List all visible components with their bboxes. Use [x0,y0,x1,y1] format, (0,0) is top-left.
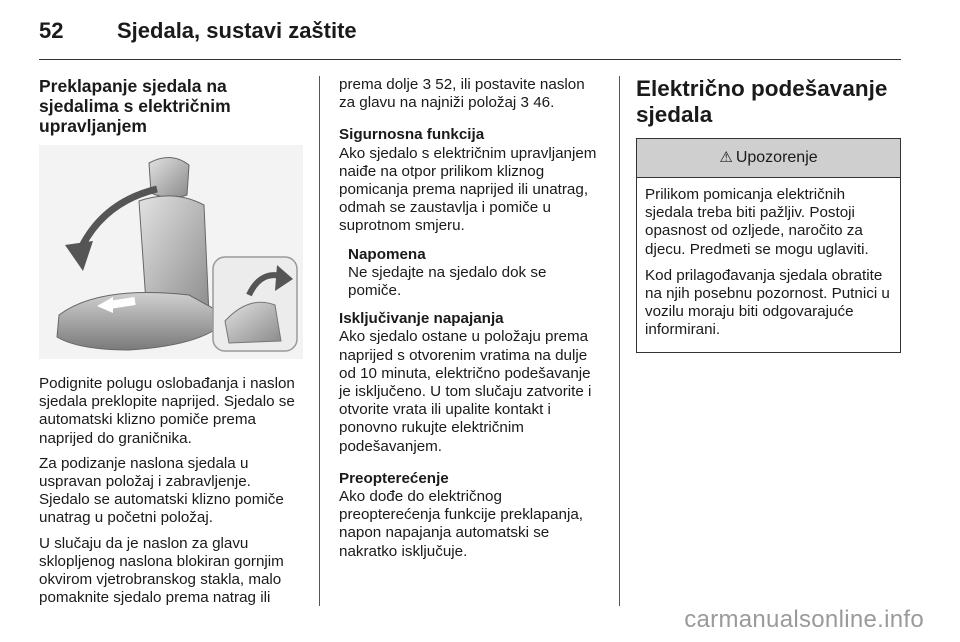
watermark-text: carmanualsonline.info [684,606,924,633]
header-divider [39,59,901,60]
section-heading-electric-adjust: Električno podešavanje sjedala [636,76,888,127]
paragraph-continued: prema dolje 3 52, ili postavite naslon za glavu na najniži položaj 3 46. [339,76,585,112]
subheading-power-off: Isključivanje napajanja [339,310,504,328]
column-3 [636,76,901,353]
column-divider-1 [319,76,320,606]
paragraph: U slučaju da je naslon za glavu sklopljenog naslona blokiran gornjim okvirom vjetrobranskog stakla, malo pomaknite sjedalo prema natrag ili [39,534,284,607]
subheading-safety: Sigurnosna funkcija [339,126,485,144]
page-header [39,18,901,58]
page-number: 52 [39,18,64,43]
seat-folding-illustration [39,145,303,359]
note-text: Ne sjedajte na sjedalo dok se pomiče. [348,263,547,300]
paragraph-overload: Ako dođe do električnog preopterećenja funkcije preklapanja, napon napajanja automatski se nakratko isključuje. [339,488,584,560]
paragraph: Podignite polugu oslobađanja i naslon sjedala preklopite naprijed. Sjedalo se automatski klizno pomiče prema naprijed do graničnika. [39,375,295,447]
section-heading-folding: Preklapanje sjedala na sjedalima s električnim upravljanjem [39,76,231,136]
note-title: Napomena [348,245,426,263]
warning-title: Upozorenje [735,148,818,166]
subheading-overload: Preopterećenje [339,469,449,487]
warning-header [637,139,900,178]
column-divider-2 [619,76,620,606]
warning-box [636,138,901,353]
column-1 [39,76,301,614]
paragraph: Za podizanje naslona sjedala u uspravan položaj i zabravljenje. Sjedalo se automatski klizno pomiče unatrag u početni položaj. [39,454,284,527]
seat-illustration-svg [39,145,303,359]
warning-triangle-icon: ⚠ [719,148,733,166]
warning-paragraph: Prilikom pomicanja električnih sjedala treba biti pažljiv. Postoji opasnost od ozljede, naročito za djecu. Predmeti se mogu uglaviti. [645,186,869,258]
warning-body [637,178,900,352]
column-2 [339,76,603,568]
chapter-title: Sjedala, sustavi zaštite [117,18,357,43]
note-box [348,246,603,301]
paragraph-safety: Ako sjedalo s električnim upravljanjem naiđe na otpor prilikom kliznog pomicanja prema naprijed ili unatrag, odmah se zaustavlja i pomiče u suprotnom smjeru. [339,144,597,235]
warning-paragraph: Kod prilagođavanja sjedala obratite na njih posebnu pozornost. Putnici u vozilu moraju biti odgovarajuće informirani. [645,266,890,339]
paragraph-power-off: Ako sjedalo ostane u položaju prema naprijed s otvorenim vratima na dulje od 10 minuta, električno podešavanje je isključeno. U tom slučaju zatvorite i otvorite vrata ili upalite kontakt i ponovno rukujte električnim podešavanjem. [339,328,592,455]
